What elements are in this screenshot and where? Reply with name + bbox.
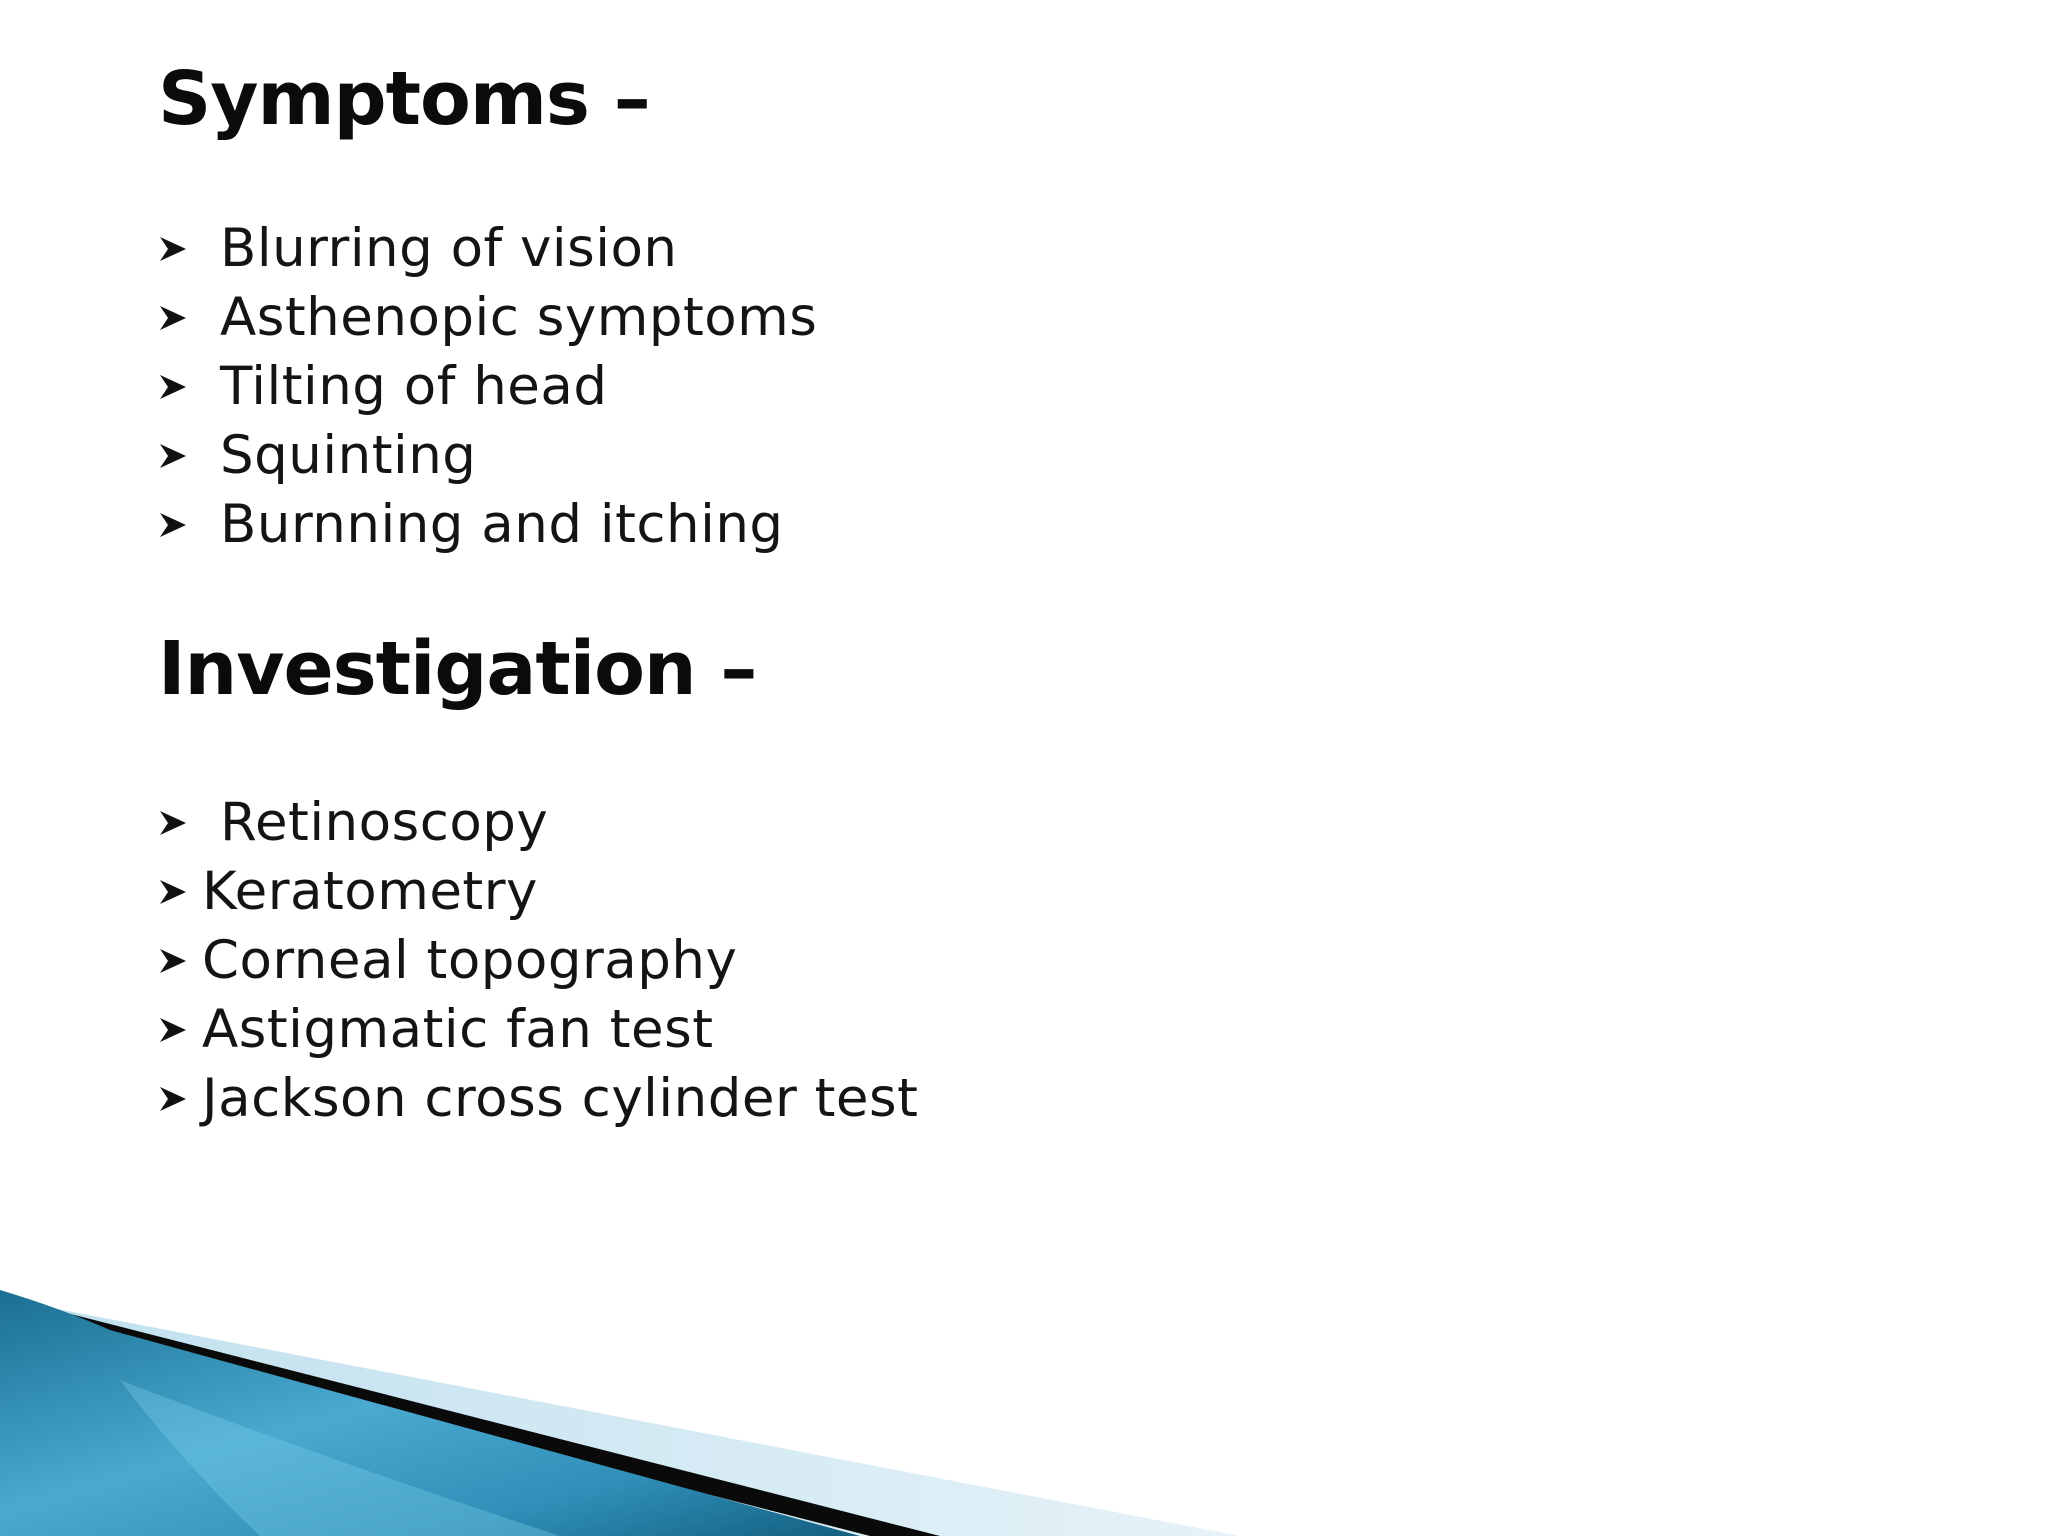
- investigation-label: Jackson cross cylinder test: [202, 1068, 919, 1129]
- arrowhead-bullet-icon: [158, 303, 200, 333]
- list-item: [158, 926, 918, 995]
- investigation-label: Astigmatic fan test: [202, 999, 714, 1060]
- arrowhead-bullet-icon: [158, 234, 200, 264]
- investigation-heading: Investigation –: [158, 626, 757, 712]
- list-item: [158, 490, 817, 559]
- list-item: [158, 283, 817, 352]
- list-item: [158, 352, 817, 421]
- symptoms-list: [158, 214, 817, 559]
- symptoms-heading: Symptoms –: [158, 56, 650, 142]
- symptom-label: Tilting of head: [220, 356, 608, 417]
- list-item: [158, 857, 918, 926]
- arrowhead-bullet-icon: [158, 877, 202, 907]
- symptom-label: Squinting: [220, 425, 477, 486]
- arrowhead-bullet-icon: [158, 946, 202, 976]
- investigation-label: Retinoscopy: [220, 792, 549, 853]
- investigation-label: Corneal topography: [202, 930, 738, 991]
- list-item: [158, 788, 918, 857]
- arrowhead-bullet-icon: [158, 1015, 202, 1045]
- list-item: [158, 421, 817, 490]
- arrowhead-bullet-icon: [158, 372, 200, 402]
- arrowhead-bullet-icon: [158, 1084, 202, 1114]
- investigation-label: Keratometry: [202, 861, 538, 922]
- arrowhead-bullet-icon: [158, 808, 200, 838]
- list-item: [158, 214, 817, 283]
- symptom-label: Asthenopic symptoms: [220, 287, 818, 348]
- list-item: [158, 995, 918, 1064]
- symptom-label: Burnning and itching: [220, 494, 784, 555]
- decorative-wave-graphic: [0, 1290, 2048, 1536]
- arrowhead-bullet-icon: [158, 510, 200, 540]
- investigation-list: [158, 788, 918, 1133]
- symptom-label: Blurring of vision: [220, 218, 678, 279]
- list-item: [158, 1064, 918, 1133]
- arrowhead-bullet-icon: [158, 441, 200, 471]
